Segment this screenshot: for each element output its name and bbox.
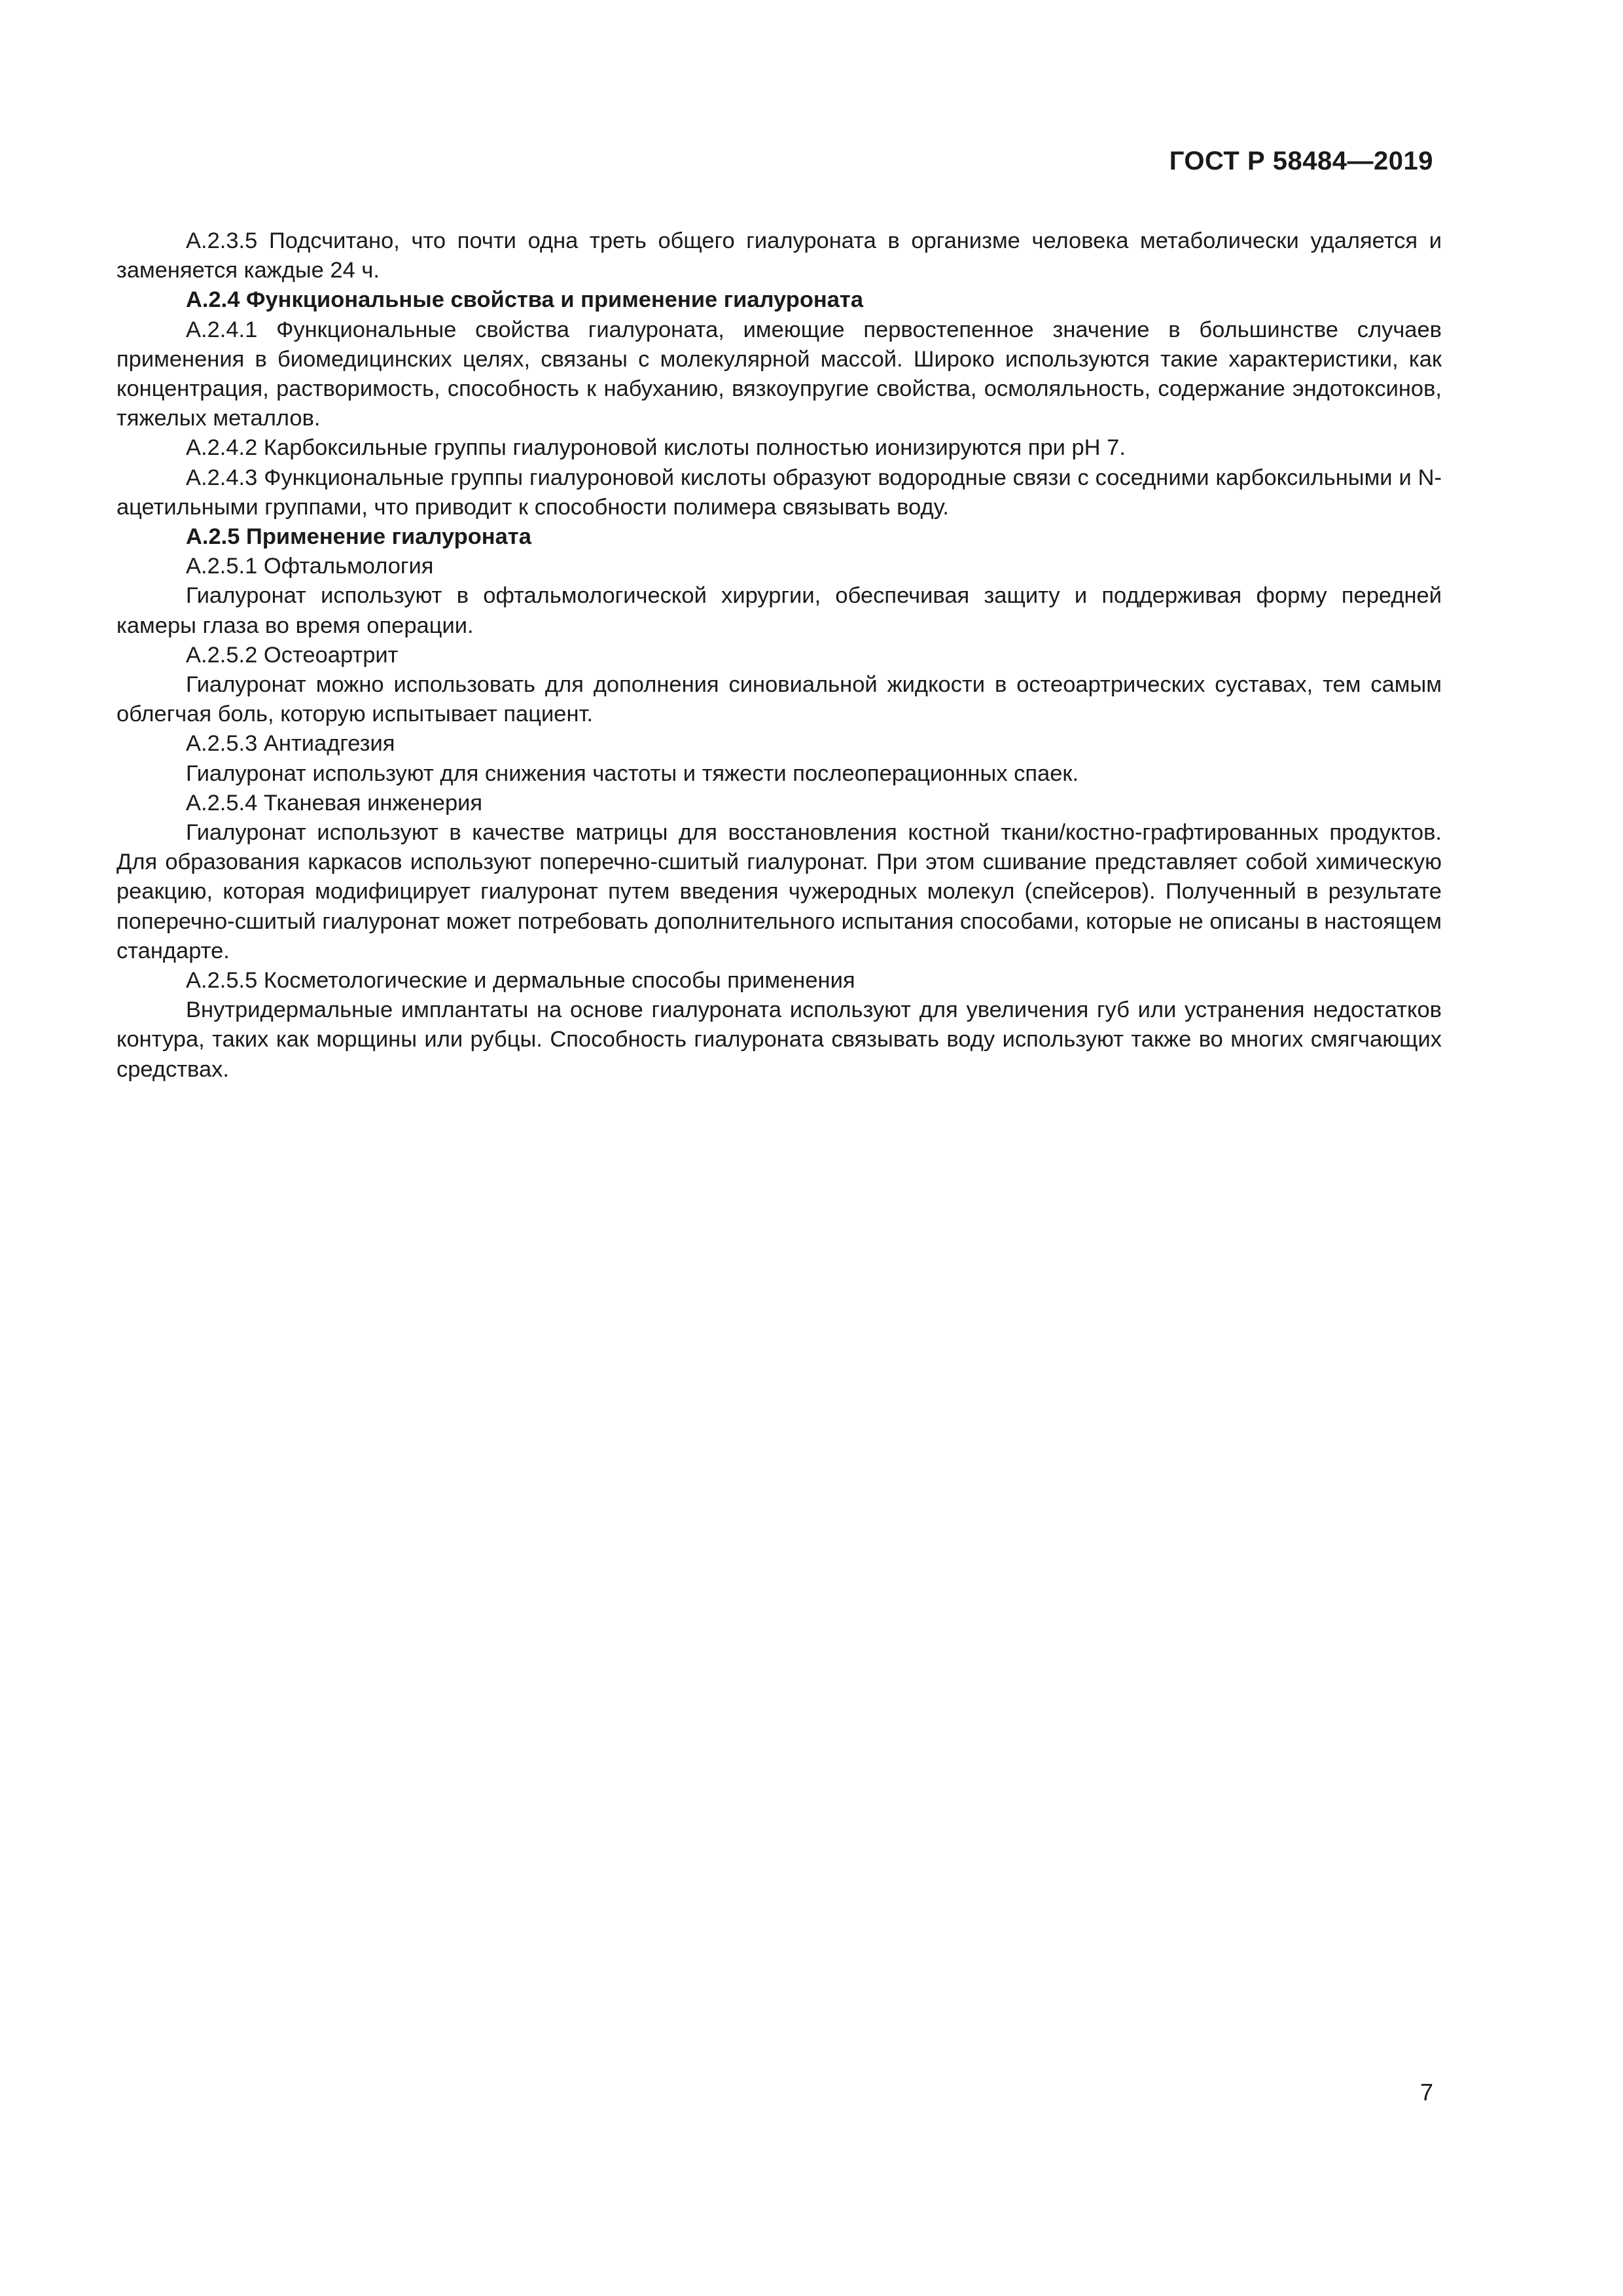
subheading-a-2-5-2: А.2.5.2 Остеоартрит [186, 642, 399, 668]
paragraph-a-2-4-1: А.2.4.1 Функциональные свойства гиалуроната, имеющие первостепенное значение в большинстве случаев применения в биомедицинских целях, связаны с молекулярной массой. Широко используются такие характеристики, как концентрация, растворимость, способность к набуханию, вязкоупругие свойства, осмоляльность, содержание эндотоксинов, тяжелых металлов. [116, 317, 1442, 431]
subheading-a-2-5-4: А.2.5.4 Тканевая инженерия [186, 790, 483, 816]
subheading-a-2-5-5: А.2.5.5 Косметологические и дермальные способы применения [186, 968, 855, 994]
paragraph-osteoarthritis: Гиалуронат можно использовать для дополнения синовиальной жидкости в остеоартрических суставах, тем самым облегчая боль, которую испытывает пациент. [116, 672, 1442, 727]
page-number: 7 [1419, 2079, 1433, 2106]
subheading-a-2-5-1: А.2.5.1 Офтальмология [186, 554, 434, 579]
document-body [116, 226, 1442, 1085]
heading-a-2-4: А.2.4 Функциональные свойства и применение гиалуроната [186, 287, 864, 313]
document-header-standard-number: ГОСТ Р 58484—2019 [1169, 147, 1433, 175]
paragraph-a-2-4-3: А.2.4.3 Функциональные группы гиалуроновой кислоты образуют водородные связи с соседними карбоксильными и N-ацетильными группами, что приводит к способности полимера связывать воду. [116, 465, 1442, 520]
heading-a-2-5: А.2.5 Применение гиалуроната [186, 524, 531, 550]
paragraph-tissue-engineering: Гиалуронат используют в качестве матрицы для восстановления костной ткани/костно-графтированных продуктов. Для образования каркасов используют поперечно-сшитый гиалуронат. При этом сшивание представляет собой химическую реакцию, которая модифицирует гиалуронат путем введения чужеродных молекул (спейсеров). Полученный в результате поперечно-сшитый гиалуронат может потребовать дополнительного испытания способами, которые не описаны в настоящем стандарте. [116, 820, 1442, 963]
paragraph-a-2-3-5: А.2.3.5 Подсчитано, что почти одна треть общего гиалуроната в организме человека метаболически удаляется и заменяется каждые 24 ч. [116, 228, 1442, 283]
paragraph-antiadhesion: Гиалуронат используют для снижения частоты и тяжести послеоперационных спаек. [186, 761, 1079, 786]
paragraph-a-2-4-2: А.2.4.2 Карбоксильные группы гиалуроновой кислоты полностью ионизируются при pH 7. [186, 435, 1126, 461]
subheading-a-2-5-3: А.2.5.3 Антиадгезия [186, 731, 395, 757]
paragraph-ophthalmology: Гиалуронат используют в офтальмологической хирургии, обеспечивая защиту и поддерживая форму передней камеры глаза во время операции. [116, 583, 1442, 638]
paragraph-cosmetology: Внутридермальные имплантаты на основе гиалуроната используют для увеличения губ или устранения недостатков контура, таких как морщины или рубцы. Способность гиалуроната связывать воду используют также во многих смягчающих средствах. [116, 997, 1442, 1082]
